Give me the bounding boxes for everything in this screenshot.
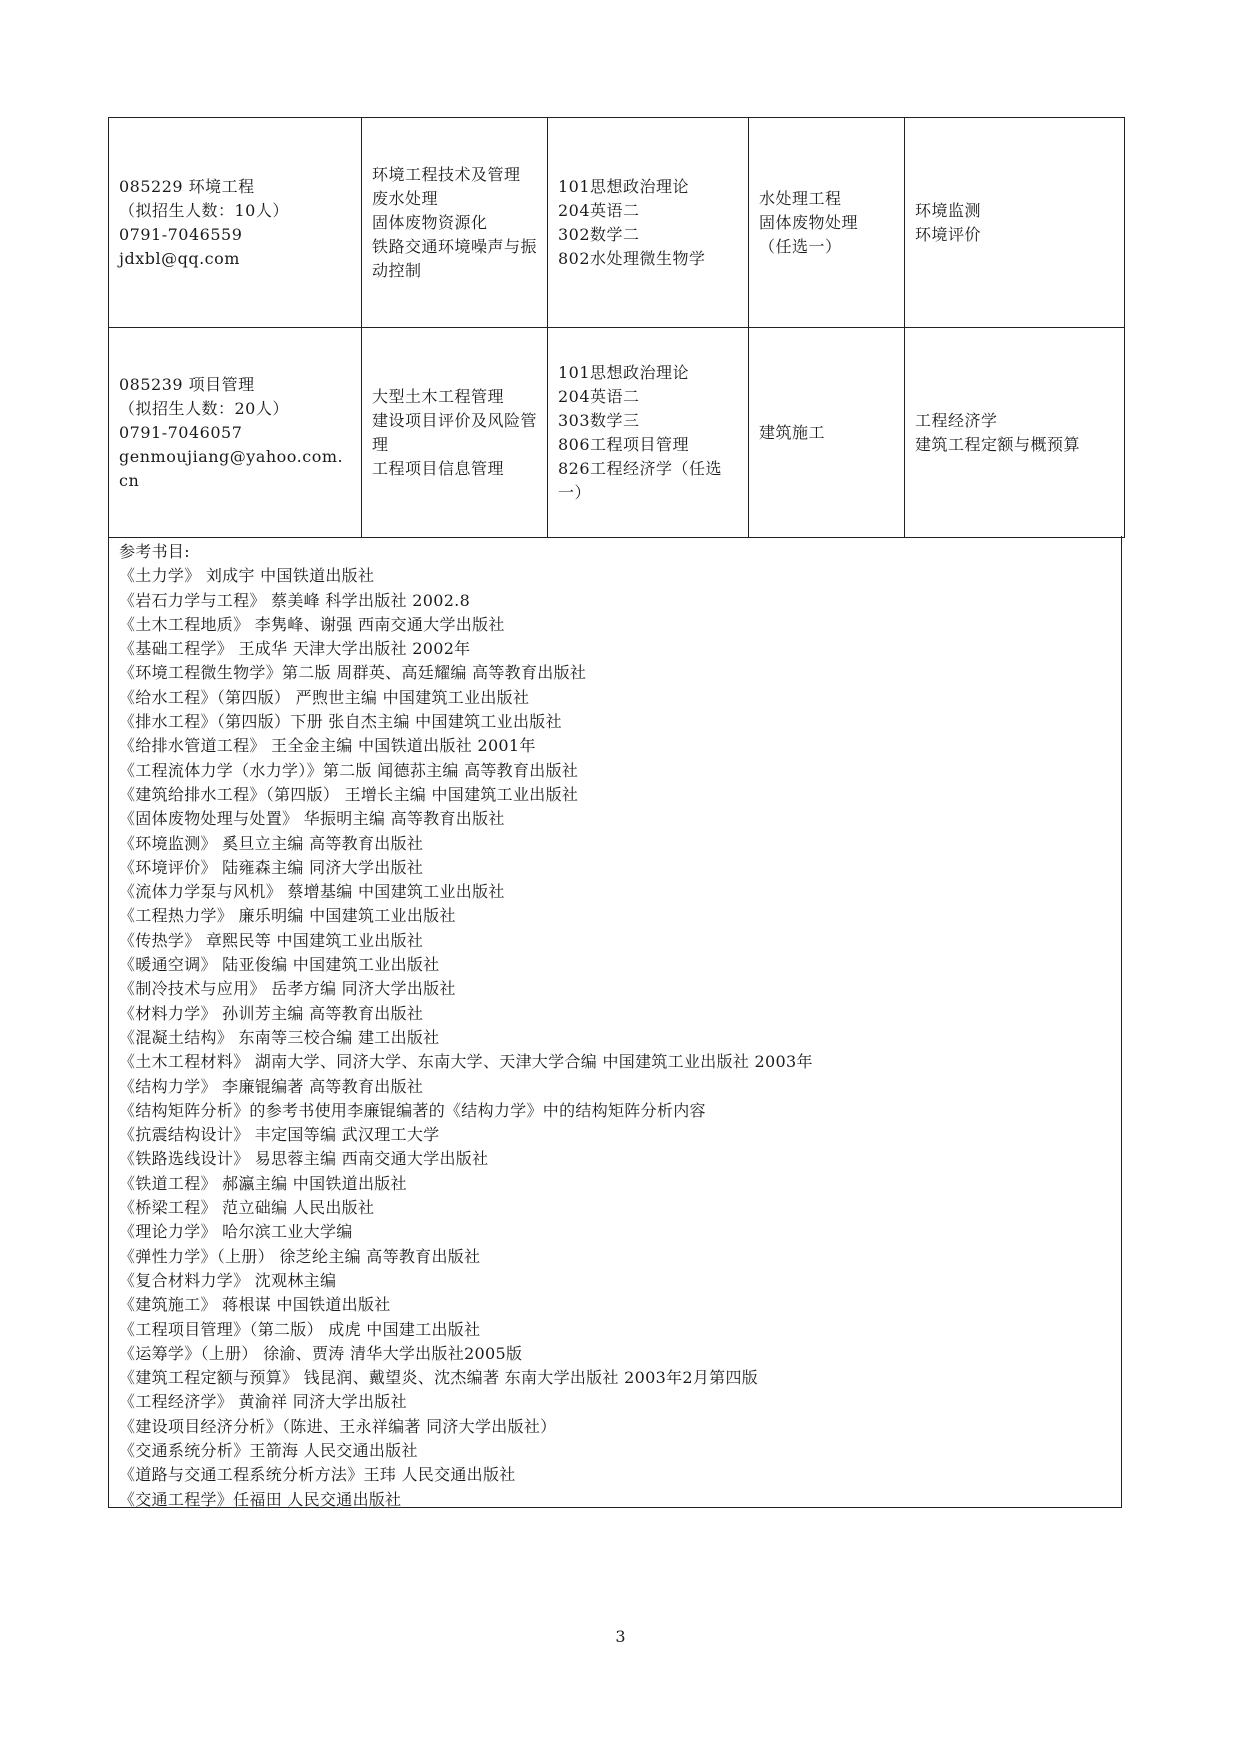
exam-subject: 101思想政治理论 (558, 176, 690, 196)
reference-book-list (119, 564, 1111, 1512)
retest-subject: 建筑施工 (759, 422, 826, 442)
research-directions-cell (362, 118, 548, 328)
program-table (108, 117, 1125, 538)
reference-book-item: 《基础工程学》 王成华 天津大学出版社 2002年 (119, 639, 471, 659)
reference-book-item: 《铁道工程》 郝瀛主编 中国铁道出版社 (119, 1173, 407, 1193)
extra-subjects-cell (905, 328, 1125, 538)
reference-books-heading: 参考书目: (119, 542, 190, 561)
reference-book-item: 《传热学》 章熙民等 中国建筑工业出版社 (119, 930, 424, 950)
reference-book-item: 《固体废物处理与处置》 华振明主编 高等教育出版社 (119, 809, 505, 829)
exam-subject: 101思想政治理论 (558, 362, 690, 382)
reference-book-item: 《岩石力学与工程》 蔡美峰 科学出版社 2002.8 (119, 590, 471, 610)
direction-item: 铁路交通环境噪声与振动控制 (372, 236, 538, 280)
reference-book-item: 《运筹学》（上册） 徐渝、贾涛 清华大学出版社2005版 (119, 1343, 523, 1363)
reference-book-item: 《暖通空调》 陆亚俊编 中国建筑工业出版社 (119, 955, 440, 975)
program-info-cell (109, 118, 362, 328)
email-address: jdxbl@qq.com (119, 248, 240, 268)
program-info-cell (109, 328, 362, 538)
reference-book-item: 《排水工程》（第四版）下册 张自杰主编 中国建筑工业出版社 (119, 712, 562, 732)
reference-book-item: 《工程项目管理》（第二版） 成虎 中国建工出版社 (119, 1319, 481, 1339)
reference-book-item: 《理论力学》 哈尔滨工业大学编 (119, 1222, 353, 1242)
reference-book-item: 《混凝土结构》 东南等三校合编 建工出版社 (119, 1027, 440, 1047)
reference-book-item: 《土力学》 刘成宇 中国铁道出版社 (119, 566, 375, 586)
exam-subject: 204英语二 (558, 386, 640, 406)
exam-subjects-cell (548, 118, 749, 328)
direction-item: 工程项目信息管理 (372, 458, 505, 478)
reference-book-item: 《流体力学泵与风机》 蔡增基编 中国建筑工业出版社 (119, 882, 505, 902)
enrollment-count: （拟招生人数：20人） (119, 398, 289, 418)
reference-book-item: 《环境评价》 陆雍森主编 同济大学出版社 (119, 857, 424, 877)
table-row (109, 328, 1125, 538)
program-name: 085239 项目管理 (119, 374, 255, 394)
extra-subject: 环境评价 (915, 224, 982, 244)
retest-subject: （任选一） (759, 236, 842, 256)
reference-book-item: 《结构矩阵分析》的参考书使用李廉锟编著的《结构力学》中的结构矩阵分析内容 (119, 1100, 706, 1120)
reference-book-item: 《桥梁工程》 范立础编 人民出版社 (119, 1198, 375, 1218)
extra-subject: 环境监测 (915, 200, 982, 220)
reference-book-item: 《交通工程学》任福田 人民交通出版社 (119, 1489, 402, 1509)
reference-books-section (108, 536, 1122, 1508)
enrollment-count: （拟招生人数：10人） (119, 200, 289, 220)
reference-book-item: 《建筑工程定额与预算》 钱昆润、戴望炎、沈杰编著 东南大学出版社 2003年2月第四版 (119, 1368, 759, 1388)
phone-number: 0791-7046057 (119, 422, 243, 442)
reference-book-item: 《弹性力学》（上册） 徐芝纶主编 高等教育出版社 (119, 1246, 481, 1266)
reference-book-item: 《抗震结构设计》 丰定国等编 武汉理工大学 (119, 1125, 440, 1145)
reference-book-item: 《制冷技术与应用》 岳孝方编 同济大学出版社 (119, 979, 456, 999)
direction-item: 环境工程技术及管理 (372, 164, 521, 184)
reference-book-item: 《环境工程微生物学》第二版 周群英、高廷耀编 高等教育出版社 (119, 663, 587, 683)
extra-subjects-cell (905, 118, 1125, 328)
retest-subjects-cell (749, 118, 905, 328)
direction-item: 大型土木工程管理 (372, 386, 505, 406)
retest-subject: 固体废物处理 (759, 212, 859, 232)
exam-subject: 303数学三 (558, 410, 640, 430)
email-address: genmoujiang@yahoo.com.cn (119, 446, 344, 490)
reference-book-item: 《结构力学》 李廉锟编著 高等教育出版社 (119, 1076, 424, 1096)
reference-book-item: 《铁路选线设计》 易思蓉主编 西南交通大学出版社 (119, 1149, 489, 1169)
reference-book-item: 《工程流体力学（水力学）》第二版 闻德荪主编 高等教育出版社 (119, 760, 579, 780)
direction-item: 建设项目评价及风险管理 (372, 410, 538, 454)
reference-book-item: 《环境监测》 奚旦立主编 高等教育出版社 (119, 833, 424, 853)
exam-subject: 204英语二 (558, 200, 640, 220)
extra-subject: 工程经济学 (915, 410, 998, 430)
reference-book-item: 《交通系统分析》王箭海 人民交通出版社 (119, 1440, 418, 1460)
retest-subject: 水处理工程 (759, 188, 842, 208)
program-name: 085229 环境工程 (119, 176, 255, 196)
reference-book-item: 《复合材料力学》 沈观林主编 (119, 1270, 337, 1290)
direction-item: 废水处理 (372, 188, 439, 208)
table-row (109, 118, 1125, 328)
reference-book-item: 《给排水管道工程》 王全金主编 中国铁道出版社 2001年 (119, 736, 536, 756)
reference-book-item: 《建筑施工》 蒋根谋 中国铁道出版社 (119, 1295, 391, 1315)
reference-book-item: 《给水工程》（第四版） 严煦世主编 中国建筑工业出版社 (119, 687, 530, 707)
extra-subject: 建筑工程定额与概预算 (915, 434, 1081, 454)
exam-subject: 826工程经济学（任选一） (558, 458, 723, 502)
exam-subject: 802水处理微生物学 (558, 248, 706, 268)
direction-item: 固体废物资源化 (372, 212, 488, 232)
reference-book-item: 《道路与交通工程系统分析方法》王玮 人民交通出版社 (119, 1465, 516, 1485)
phone-number: 0791-7046559 (119, 224, 243, 244)
reference-book-item: 《工程热力学》 廉乐明编 中国建筑工业出版社 (119, 906, 456, 926)
reference-book-item: 《土木工程地质》 李隽峰、谢强 西南交通大学出版社 (119, 614, 505, 634)
retest-subjects-cell (749, 328, 905, 538)
exam-subject: 302数学二 (558, 224, 640, 244)
page-number: 3 (615, 1627, 626, 1646)
reference-book-item: 《材料力学》 孙训芳主编 高等教育出版社 (119, 1003, 424, 1023)
reference-book-item: 《土木工程材料》 湖南大学、同济大学、东南大学、天津大学合编 中国建筑工业出版社 2003年 (119, 1052, 813, 1072)
reference-book-item: 《工程经济学》 黄渝祥 同济大学出版社 (119, 1392, 407, 1412)
exam-subjects-cell (548, 328, 749, 538)
reference-book-item: 《建设项目经济分析》（陈进、王永祥编著 同济大学出版社） (119, 1416, 557, 1436)
exam-subject: 806工程项目管理 (558, 434, 690, 454)
reference-book-item: 《建筑给排水工程》（第四版） 王增长主编 中国建筑工业出版社 (119, 784, 579, 804)
research-directions-cell (362, 328, 548, 538)
